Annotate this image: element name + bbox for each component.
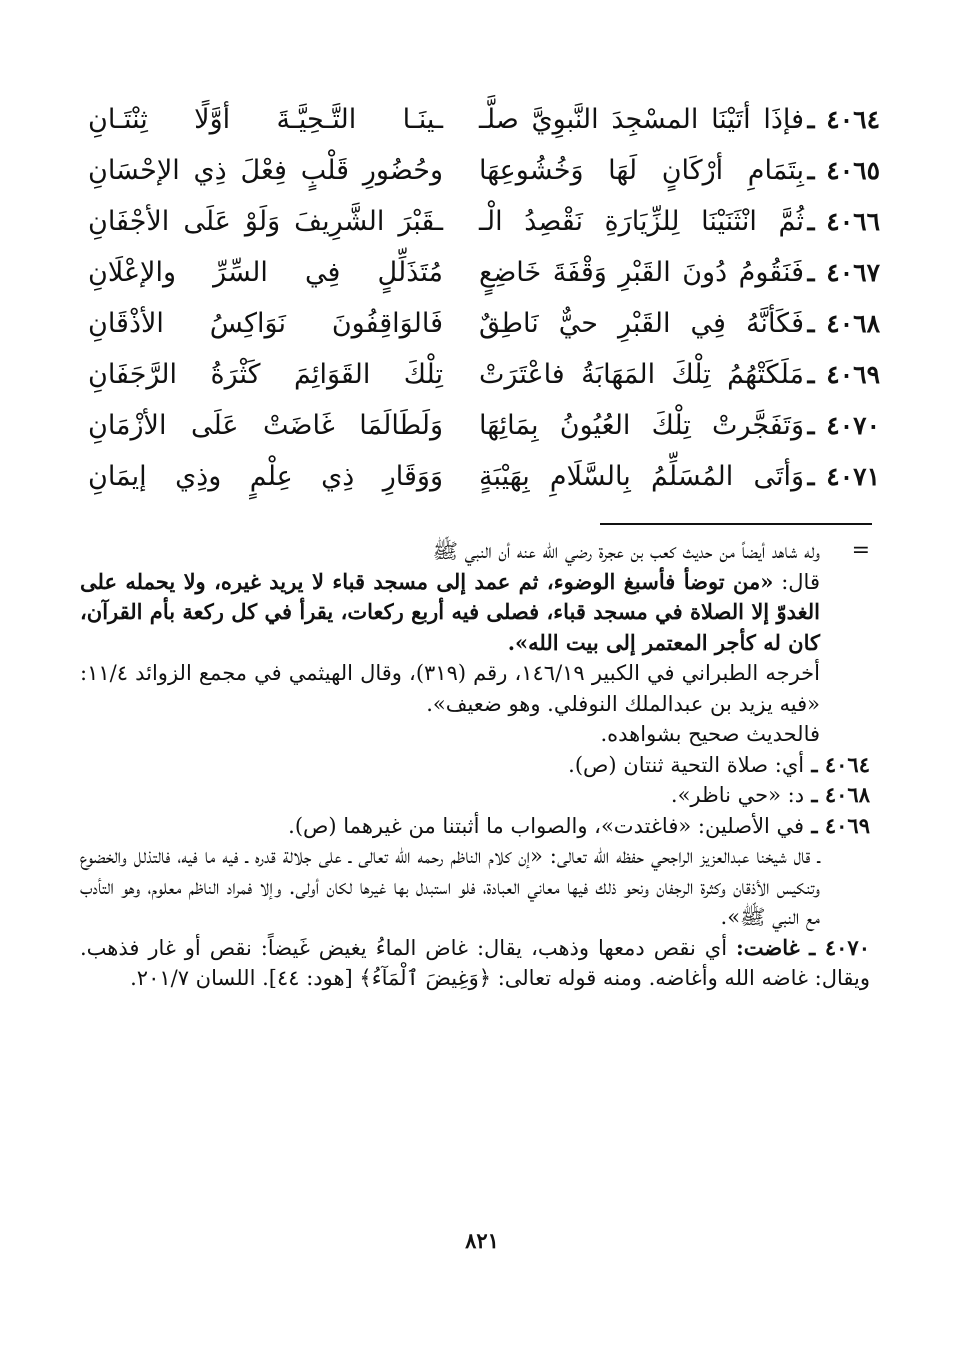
verse-second-hemistich: تِلْكَ القَوَائِمَ كَثْرَةُ الرَّجَفَانِ — [88, 359, 443, 390]
verse-second-hemistich: وَوَقَارِ ذِي عِلْمٍ وذِي إيمَانِ — [88, 461, 443, 492]
footnote-text: أي: صلاة التحية ثنتان (ص). — [568, 752, 805, 777]
verse-dash: ـ — [807, 258, 815, 287]
verse-dash: ـ — [807, 105, 815, 134]
footnotes — [80, 536, 870, 994]
footnote-source: أخرجه الطبراني في الكبير ١٤٦/١٩، رقم (٣١٩)، وقال الهيثمي في مجمع الزوائد ١١/٤: «فيه يزيد بن عبدالملك النوفلي. وهو ضعيف». — [80, 661, 821, 716]
verse-row — [80, 196, 880, 247]
verse-number: ٤٠٦٩ — [826, 360, 880, 389]
verse-dash: ـ — [807, 207, 815, 236]
footnote-conclusion: فالحديث صحيح بشواهده. — [600, 722, 820, 746]
poem-verses — [80, 94, 880, 502]
verse-row — [80, 349, 880, 400]
footnote-entry: ٤٠٧٠ ـ غاضت: أي نقص دمعها وذهب، يقال: غاض الماءُ يغيض غَيضاً: نقص أو غار فذهب. ويقال: غاضه الله وأغاضه. ومنه قوله تعالى: ﴿وَغِيضَ ٱلْمَآءُ﴾ [هود: ٤٤]. اللسان ٢٠١/٧. — [80, 934, 870, 990]
verse-row — [80, 247, 880, 298]
footnote-keyword: غاضت: — [736, 934, 800, 960]
footnote-divider — [600, 523, 872, 525]
footnote-entry: ٤٠٦٩ ـ في الأصلين: «فاغتدت»، والصواب ما أثبتنا من غيرهما (ص). — [288, 812, 870, 838]
footnote-commentary: ـ قال شيخنا عبدالعزيز الراجحي حفظه الله تعالى: «إن كلام الناظم رحمه الله تعالى ـ على جلالة قدره ـ فيه ما فيه، فالتذلل والخضوع وتنكيس الأذقان وكثرة الرجفان ونحو ذلك فيها معاني العبادة، فلو استبدل بها غيرها لكان أولى. وإلا فمراد الناظم معلوم، وهو التأدب مع النبي ﷺ». — [80, 844, 820, 929]
verse-first-hemistich: وَأتَى المُسَلِّمُ بِالسَّلَامِ بِهَيْبَةٍ — [479, 461, 804, 492]
footnote-number: ٤٠٦٤ — [824, 751, 870, 777]
verse-second-hemistich: ـقَبْرَ الشَّرِيفَ وَلَوْ عَلَى الأجْفَانِ — [88, 206, 443, 237]
footnote-text: د: «حي ناظر». — [670, 783, 805, 807]
page-number: ٨٢١ — [465, 1228, 499, 1253]
verse-number: ٤٠٦٥ — [826, 156, 880, 185]
verse-number: ٤٠٦٤ — [826, 105, 880, 134]
verse-second-hemistich: ـينَـا التَّـحِيَّـةَ أوَّلًا ثِنْتَـانِ — [88, 104, 443, 135]
footnote-number: ٤٠٦٨ — [824, 782, 870, 807]
verse-number: ٤٠٦٨ — [826, 309, 880, 338]
verse-dash: ـ — [807, 309, 815, 338]
verse-first-hemistich: مَلَكَتْهُمُ تِلْكَ المَهَابَةُ فاعْتَرَتْ — [479, 359, 804, 390]
verse-dash: ـ — [807, 411, 815, 440]
verse-first-hemistich: بِتَمَامِ أرْكَانٍ لَهَا وَخُشُوعِهَا — [479, 155, 804, 186]
verse-row — [80, 400, 880, 451]
verse-first-hemistich: وَتَفَجَّرتْ تِلْكَ العُيُونُ بِمَائِهَا — [479, 410, 804, 441]
footnote-entry: ٤٠٦٨ ـ د: «حي ناظر». — [670, 782, 870, 807]
verse-first-hemistich: ثُمَّ انْثَنَيْنَا لِلزِّيَارَةِ نَقْصِدُ الْـ — [479, 206, 804, 237]
verse-first-hemistich: فَنَقُومُ دُونَ القَبْرِ وَقْفَةَ خَاضِعٍ — [479, 257, 804, 288]
verse-number: ٤٠٧٠ — [826, 411, 880, 440]
verse-second-hemistich: فَالوَاقِفُونَ نَوَاكِسُ الأذْقَانِ — [88, 308, 443, 339]
footnote-line: وله شاهد أيضاً من حديث كعب بن عجرة رضي الله عنه أن النبي ﷺ — [432, 539, 820, 563]
verse-row — [80, 94, 880, 145]
footnote-number: ٤٠٦٩ — [824, 812, 870, 838]
verse-second-hemistich: وحُضُورِ قَلْبٍ فِعْلَ ذِي الإحْسَانِ — [88, 155, 443, 186]
footnote-entry: ٤٠٦٤ ـ أي: صلاة التحية ثنتان (ص). — [568, 751, 870, 777]
verse-number: ٤٠٧١ — [826, 462, 880, 491]
verse-second-hemistich: مُتَذَلِّلٍ فِي السِّرِّ والإعْلَانِ — [88, 257, 443, 288]
hadith-quote: «من توضأ فأسبغ الوضوء، ثم عمد إلى مسجد قباء لا يريد غيره، ولا يحمله على الغدوّ إلا الصلاة في مسجد قباء، فصلى فيه أربع ركعات، يقرأ في كل ركعة بأم القرآن، كان له كأجر المعتمر إلى بيت الله». — [80, 568, 820, 655]
verse-dash: ـ — [807, 156, 815, 185]
verse-row — [80, 451, 880, 502]
verse-dash: ـ — [807, 462, 815, 491]
footnote-number: ٤٠٧٠ — [824, 934, 870, 960]
verse-dash: ـ — [807, 360, 815, 389]
verse-first-hemistich: فَكَأنَّهُ فِي القَبْرِ حيٌّ نَاطِقٌ — [479, 308, 804, 339]
verse-row — [80, 145, 880, 196]
continuation-marker: = — [851, 538, 870, 563]
verse-row — [80, 298, 880, 349]
footnote-text: أي نقص دمعها وذهب، يقال: غاض الماءُ يغيض غَيضاً: نقص أو غار فذهب. ويقال: غاضه الله وأغاضه. ومنه قوله تعالى: ﴿وَغِيضَ ٱلْمَآءُ﴾ [هود: ٤٤]. اللسان ٢٠١/٧. — [80, 935, 870, 990]
verse-first-hemistich: فإذَا أتَيْنَا المسْجِدَ النَّبوِيَّ صلَّـ — [479, 104, 804, 135]
hadith-text — [80, 567, 820, 659]
verse-number: ٤٠٦٧ — [826, 258, 880, 287]
footnote-text: في الأصلين: «فاغتدت»، والصواب ما أثبتنا من غيرهما (ص). — [288, 813, 805, 838]
verse-number: ٤٠٦٦ — [826, 207, 880, 236]
verse-second-hemistich: وَلَطَالَمَا غَاضَتْ عَلَى الأزْمَانِ — [88, 410, 443, 441]
footnote-continuation — [80, 536, 870, 750]
hadith-intro: قال: — [773, 569, 820, 594]
